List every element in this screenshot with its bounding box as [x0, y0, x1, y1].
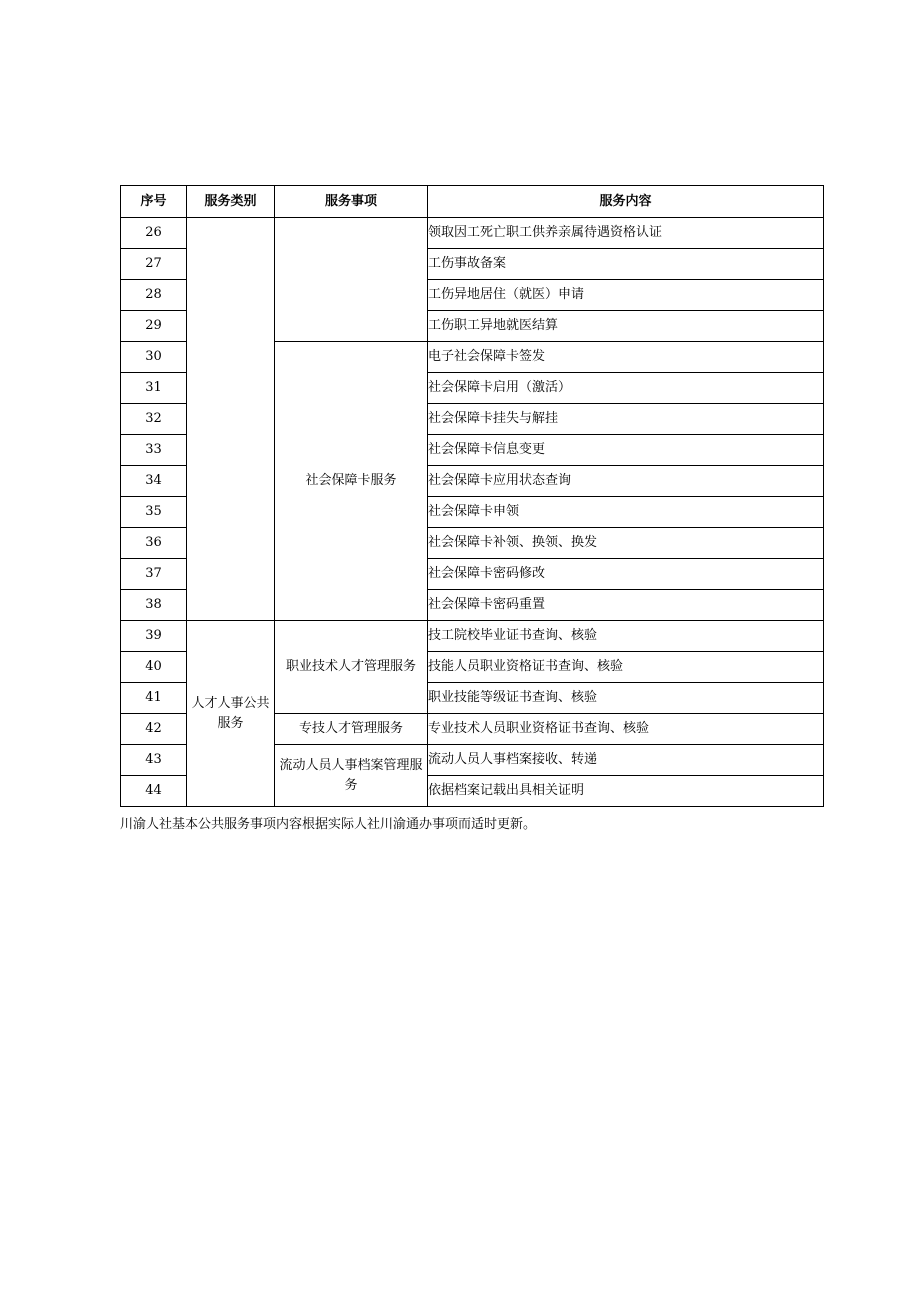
header-item: 服务事项: [275, 186, 428, 218]
row-content: 社会保障卡密码修改: [428, 559, 824, 590]
row-content: 电子社会保障卡签发: [428, 342, 824, 373]
row-content: 领取因工死亡职工供养亲属待遇资格认证: [428, 218, 824, 249]
row-content: 工伤职工异地就医结算: [428, 311, 824, 342]
row-content: 社会保障卡补领、换领、换发: [428, 528, 824, 559]
row-content: 工伤事故备案: [428, 249, 824, 280]
row-number: 26: [121, 218, 187, 249]
category-talent-personnel: 人才人事公共服务: [187, 621, 275, 807]
header-content: 服务内容: [428, 186, 824, 218]
row-number: 29: [121, 311, 187, 342]
table-row: [121, 218, 824, 249]
row-number: 34: [121, 466, 187, 497]
row-number: 28: [121, 280, 187, 311]
item-social-security-card: 社会保障卡服务: [275, 342, 428, 621]
row-number: 31: [121, 373, 187, 404]
footnote: 川渝人社基本公共服务事项内容根据实际人社川渝通办事项而适时更新。: [120, 817, 537, 832]
row-number: 37: [121, 559, 187, 590]
row-content: 社会保障卡密码重置: [428, 590, 824, 621]
row-number: 30: [121, 342, 187, 373]
row-content: 技能人员职业资格证书查询、核验: [428, 652, 824, 683]
item-professional-talent: 专技人才管理服务: [275, 714, 428, 745]
row-number: 35: [121, 497, 187, 528]
row-content: 社会保障卡申领: [428, 497, 824, 528]
row-content: 职业技能等级证书查询、核验: [428, 683, 824, 714]
row-content: 社会保障卡挂失与解挂: [428, 404, 824, 435]
row-content: 流动人员人事档案接收、转递: [428, 745, 824, 776]
row-number: 44: [121, 776, 187, 807]
category-cell-empty: [187, 218, 275, 621]
header-row: [121, 186, 824, 218]
row-number: 33: [121, 435, 187, 466]
header-category: 服务类别: [187, 186, 275, 218]
row-number: 42: [121, 714, 187, 745]
row-number: 41: [121, 683, 187, 714]
item-personnel-archives: 流动人员人事档案管理服务: [275, 745, 428, 807]
table-row: [121, 621, 824, 652]
row-content: 专业技术人员职业资格证书查询、核验: [428, 714, 824, 745]
row-number: 43: [121, 745, 187, 776]
row-content: 工伤异地居住（就医）申请: [428, 280, 824, 311]
table-body: [121, 218, 824, 807]
row-number: 38: [121, 590, 187, 621]
row-content: 技工院校毕业证书查询、核验: [428, 621, 824, 652]
item-vocational-talent: 职业技术人才管理服务: [275, 621, 428, 714]
row-number: 32: [121, 404, 187, 435]
row-number: 40: [121, 652, 187, 683]
row-number: 36: [121, 528, 187, 559]
row-content: 社会保障卡应用状态查询: [428, 466, 824, 497]
row-content: 社会保障卡启用（激活）: [428, 373, 824, 404]
services-table: [120, 185, 824, 807]
row-content: 社会保障卡信息变更: [428, 435, 824, 466]
header-seq: 序号: [121, 186, 187, 218]
table-header: [121, 186, 824, 218]
row-number: 27: [121, 249, 187, 280]
row-number: 39: [121, 621, 187, 652]
item-cell-empty: [275, 218, 428, 342]
row-content: 依据档案记载出具相关证明: [428, 776, 824, 807]
